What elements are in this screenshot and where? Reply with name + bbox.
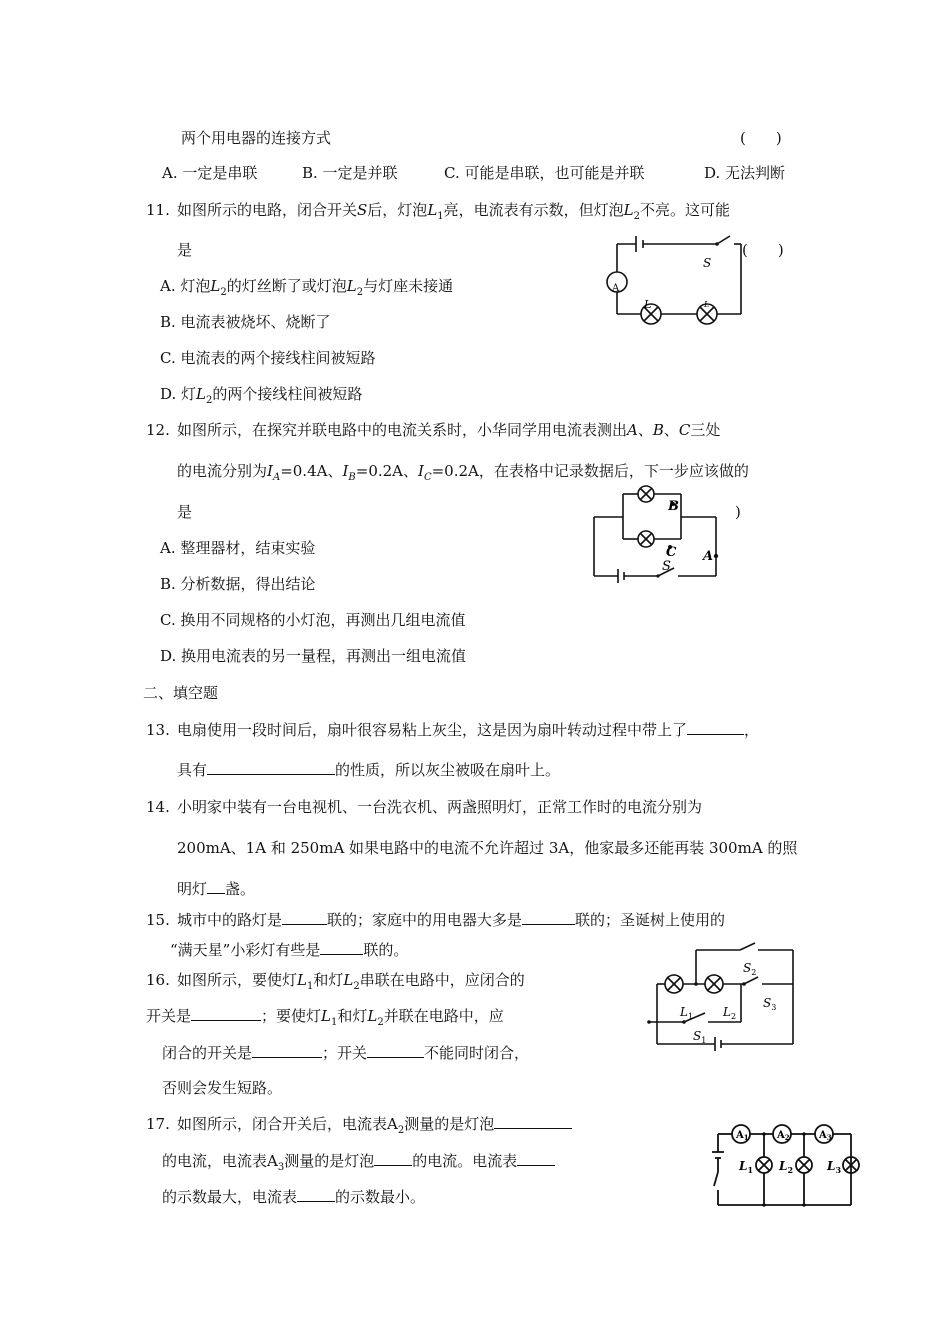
q17-blank-3[interactable] [517,1151,555,1166]
q16-line3: 闭合的开关是 ；开关 不能同时闭合， [162,1044,530,1062]
q16-line4: 否则会发生短路。 [162,1079,283,1097]
q17-fig-l1-label: $L_1$ [739,1159,754,1175]
q16-blank-2[interactable] [252,1043,322,1058]
q11-circuit-diagram [600,232,750,327]
q11-option-a: A. 灯泡$L_2$的灯丝断了或灯泡$L_2$与灯座未接通 [160,277,454,298]
q17-fig-l2-label: $L_2$ [779,1159,794,1175]
q12-option-d: D. 换用电流表的另一量程，再测出一组电流值 [160,647,467,665]
q16-circuit-diagram [640,940,800,1052]
q11-stem-end: 是 [177,241,193,259]
q12-option-c: C. 换用不同规格的小灯泡，再测出几组电流值 [160,611,466,629]
q10-option-d: D. 无法判断 [704,164,786,182]
q10-option-b: B. 一定是并联 [302,164,398,182]
q17-blank-1[interactable] [494,1114,572,1129]
q13-line1: 电扇使用一段时间后，扇叶很容易粘上灰尘，这是因为扇叶转动过程中带上了 ， [177,721,760,739]
q16-fig-s2-label: $S_2$ [743,961,757,977]
q11-option-c: C. 电流表的两个接线柱间被短路 [160,349,376,367]
q16-fig-s3-label: $S_3$ [763,996,777,1012]
q12-circuit-diagram [588,484,728,584]
q10-option-a: A. 一定是串联 [162,164,258,182]
q15-blank-3[interactable] [320,940,363,955]
q16-line1: 如图所示，要使灯$L_1$和灯$L_2$串联在电路中，应闭合的 [177,971,525,992]
q11-number: 11. [146,201,170,219]
q17-line2: 的电流，电流表$A_3$测量的是灯泡 的电流。电流表 [162,1151,555,1178]
q17-line1: 如图所示，闭合开关后，电流表$A_2$测量的是灯泡 [177,1114,572,1141]
q16-fig-l1-label: $L_1$ [680,1005,694,1021]
q13-blank-2[interactable] [207,760,335,775]
q14-number: 14. [146,798,170,816]
q14-line2: 200mA、1A 和 250mA 如果电路中的电流不允许超过 3A，他家最多还能再装 300mA 的照 [177,839,798,857]
q17-fig-a1-label: $A_1$ [736,1130,749,1142]
q16-fig-s1-label: $S_1$ [693,1029,707,1045]
q13-number: 13. [146,721,170,739]
q15-line1: 城市中的路灯是 联的；家庭中的用电器大多是 联的；圣诞树上使用的 [177,911,726,929]
q17-fig-l3-label: $L_3$ [827,1159,842,1175]
q11-fig-lamp1-label: L [644,298,652,311]
q16-blank-3[interactable] [367,1043,424,1058]
q11-option-b: B. 电流表被烧坏、烧断了 [160,313,331,331]
section-heading-fill-in: 二、填空题 [143,684,219,702]
q12-paren: ) [735,503,741,521]
q12-stem-values: 的电流分别为$I_A=0.4A$、$I_B=0.2A$、$I_C=0.2A$，在表格中记录数据后，下一步应该做的 [177,462,749,483]
q14-line1: 小明家中装有一台电视机、一台洗衣机、两盏照明灯，正常工作时的电流分别为 [177,798,703,816]
q11-fig-lamp2-label: L [704,300,710,309]
q12-option-b: B. 分析数据，得出结论 [160,575,316,593]
q15-blank-2[interactable] [522,910,575,925]
q11-paren: ( ) [742,241,784,259]
q12-fig-label-c: C [666,545,677,560]
q11-fig-ammeter-label: A [612,283,620,294]
q16-blank-1[interactable] [191,1006,261,1021]
q10-option-c: C. 可能是串联，也可能是并联 [444,164,645,182]
q11-fig-switch-label: S [703,256,712,270]
q16-number: 16. [146,971,170,989]
q17-blank-2[interactable] [374,1151,412,1166]
q11-stem: 如图所示的电路，闭合开关S后，灯泡$L_1$亮，电流表有示数，但灯泡$L_2$不亮。这可能 [177,201,731,222]
q17-line3: 的示数最大，电流表 的示数最小。 [162,1188,426,1206]
q10-paren: ( ) [740,129,782,147]
q12-fig-label-b: B [668,499,679,514]
q11-option-d: D. 灯$L_2$的两个接线柱间被短路 [160,385,363,406]
q15-line2: “满天星”小彩灯有些是 联的。 [170,941,409,959]
q16-line2: 开关是 ；要使灯$L_1$和灯$L_2$并联在电路中，应 [146,1007,504,1028]
q16-fig-l2-label: $L_2$ [723,1005,737,1021]
q13-line2: 具有 的性质，所以灰尘被吸在扇叶上。 [177,761,561,779]
q14-blank[interactable] [207,879,225,894]
q14-line3: 明灯 盏。 [177,880,256,898]
q12-option-a: A. 整理器材，结束实验 [160,539,316,557]
q17-number: 17. [146,1115,170,1133]
q12-fig-label-a: A [703,549,714,564]
q17-blank-4[interactable] [297,1187,335,1202]
q15-blank-1[interactable] [282,910,327,925]
q12-stem-end: 是 [177,503,193,521]
q15-number: 15. [146,911,170,929]
q17-circuit-diagram [710,1122,870,1212]
q10-stem: 两个用电器的连接方式 [181,129,332,147]
q12-number: 12. [146,421,170,439]
q13-blank-1[interactable] [687,720,744,735]
q12-fig-label-s: S [662,559,671,574]
q17-fig-a2-label: $A_2$ [777,1130,790,1142]
q12-stem: 如图所示，在探究并联电路中的电流关系时，小华同学用电流表测出A、B、C三处 [177,421,721,439]
q17-fig-a3-label: $A_3$ [819,1130,832,1142]
